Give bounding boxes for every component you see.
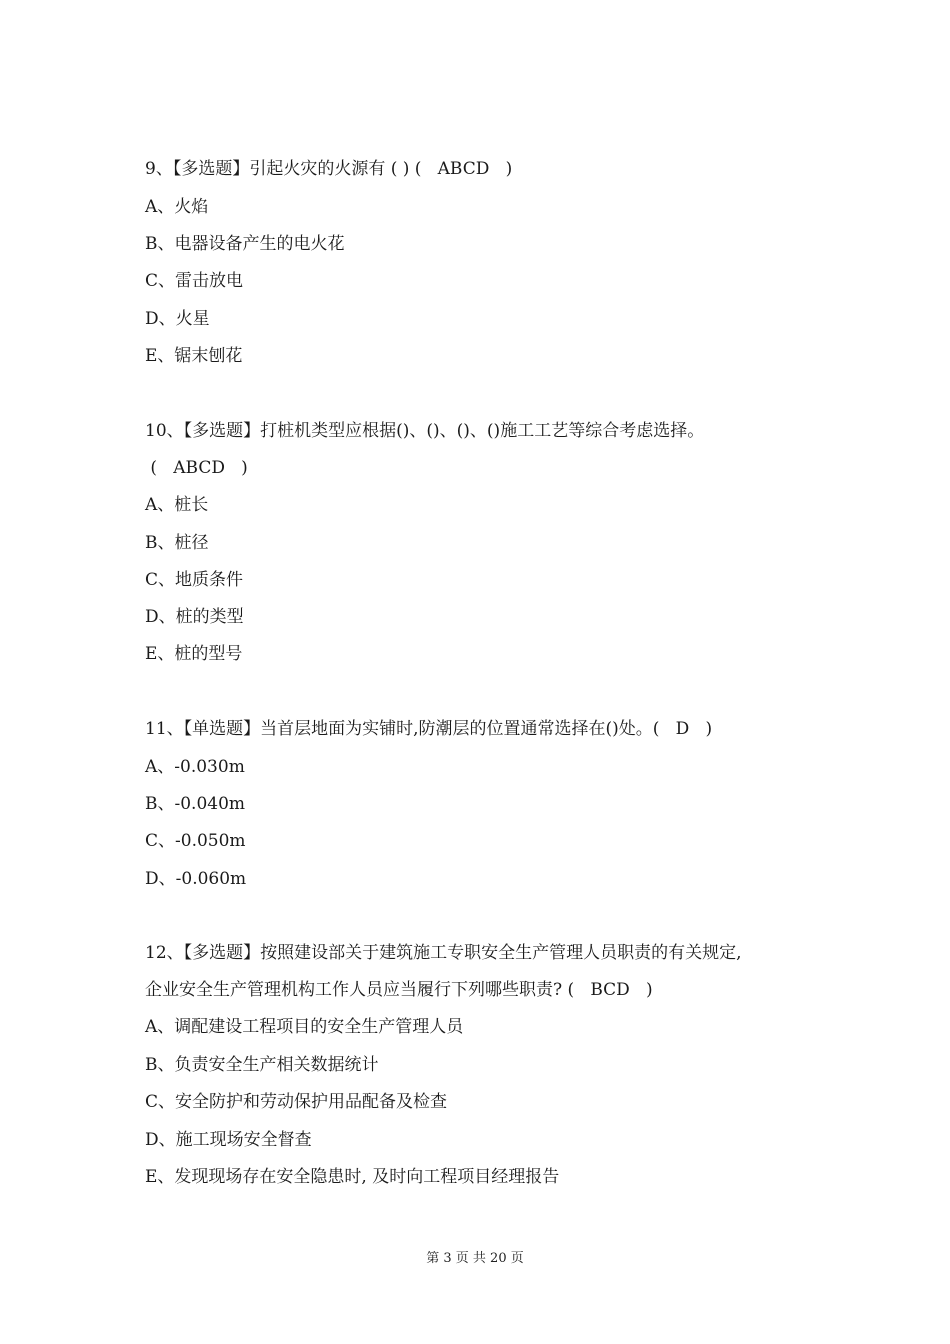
question-9-option-b: B、电器设备产生的电火花 <box>145 234 345 254</box>
question-10-option-e: E、桩的型号 <box>145 644 243 664</box>
question-10-option-c: C、地质条件 <box>145 570 244 590</box>
question-10-stem: 10、【多选题】打桩机类型应根据()、()、()、()施工工艺等综合考虑选择。 <box>145 421 705 441</box>
question-11-option-a: A、-0.030m <box>145 757 245 777</box>
question-11-option-d: D、-0.060m <box>145 869 247 889</box>
question-11-stem: 11、【单选题】当首层地面为实铺时,防潮层的位置通常选择在()处。( D ) <box>145 719 713 739</box>
question-12-option-c: C、安全防护和劳动保护用品配备及检查 <box>145 1092 448 1112</box>
question-11-option-c: C、-0.050m <box>145 831 246 851</box>
question-9-option-a: A、火焰 <box>145 197 209 217</box>
question-12-option-d: D、施工现场安全督查 <box>145 1130 312 1150</box>
question-10-answer: ( ABCD ) <box>145 458 248 478</box>
question-10-option-a: A、桩长 <box>145 495 209 515</box>
question-9-option-e: E、锯末刨花 <box>145 346 243 366</box>
question-11-option-b: B、-0.040m <box>145 794 246 814</box>
question-12-option-a: A、调配建设工程项目的安全生产管理人员 <box>145 1017 464 1037</box>
question-12-option-b: B、负责安全生产相关数据统计 <box>145 1055 379 1075</box>
question-12-stem-continued: 企业安全生产管理机构工作人员应当履行下列哪些职责? ( BCD ) <box>145 980 653 1000</box>
question-12-option-e: E、发现现场存在安全隐患时, 及时向工程项目经理报告 <box>145 1167 560 1187</box>
question-12-stem: 12、【多选题】按照建设部关于建筑施工专职安全生产管理人员职责的有关规定, <box>145 943 742 963</box>
question-10-option-d: D、桩的类型 <box>145 607 244 627</box>
question-9-option-d: D、火星 <box>145 309 210 329</box>
question-9-option-c: C、雷击放电 <box>145 271 244 291</box>
question-9-stem: 9、【多选题】引起火灾的火源有 ( ) ( ABCD ) <box>145 159 513 179</box>
page-number-footer: 第 3 页 共 20 页 <box>426 1251 524 1266</box>
question-10-option-b: B、桩径 <box>145 533 209 553</box>
